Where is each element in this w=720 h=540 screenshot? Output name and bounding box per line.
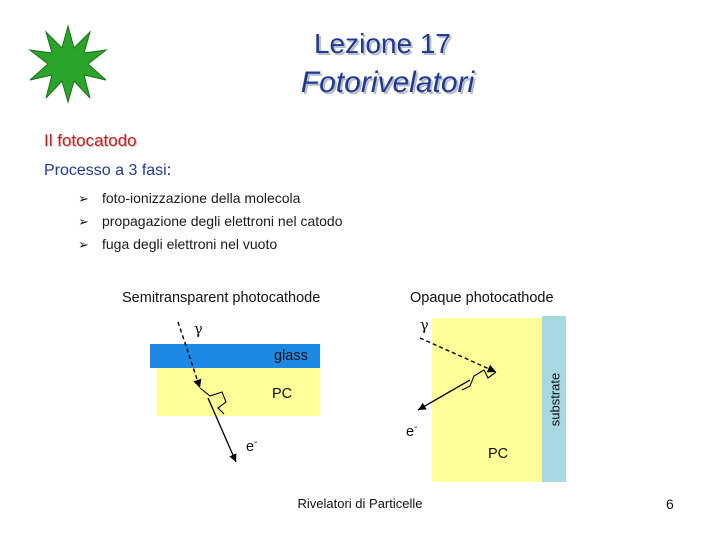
glass-label: glass bbox=[274, 348, 308, 364]
slide-subtitle: Fotorivelatori bbox=[300, 66, 475, 99]
slide-title: Lezione 17 bbox=[313, 28, 451, 59]
substrate-label: substrate bbox=[547, 372, 563, 427]
gamma-label-semitransparent: γ bbox=[194, 322, 203, 338]
electron-symbol: e bbox=[406, 423, 415, 440]
arrow-bullet-icon: ➢ bbox=[78, 191, 89, 206]
semitransparent-title: Semitransparent photocathode bbox=[122, 290, 321, 306]
electron-charge: - bbox=[414, 422, 418, 433]
list-item-text: propagazione degli elettroni nel catodo bbox=[102, 213, 343, 229]
page-number: 6 bbox=[666, 496, 674, 512]
pc-layer-semitransparent bbox=[157, 368, 320, 416]
opaque-title: Opaque photocathode bbox=[410, 290, 554, 306]
pc-label-opaque: PC bbox=[488, 446, 509, 462]
electron-label-opaque bbox=[406, 422, 417, 440]
arrow-bullet-icon: ➢ bbox=[78, 214, 89, 229]
gamma-label-opaque: γ bbox=[420, 318, 429, 334]
pc-label-semitransparent: PC bbox=[272, 386, 293, 402]
list-item-text: fuga degli elettroni nel vuoto bbox=[102, 236, 278, 252]
electron-symbol: e bbox=[246, 438, 255, 455]
footer-text: Rivelatori di Particelle bbox=[297, 496, 423, 511]
process-subheading-colon: : bbox=[166, 162, 172, 179]
section-heading: Il fotocatodo bbox=[44, 131, 137, 150]
list-item-text: foto-ionizzazione della molecola bbox=[102, 190, 301, 206]
arrow-bullet-icon: ➢ bbox=[78, 237, 89, 252]
pc-layer-opaque bbox=[432, 318, 542, 482]
electron-charge: - bbox=[254, 437, 258, 448]
process-subheading-text: Processo a 3 fasi bbox=[44, 162, 167, 179]
electron-label-semitransparent bbox=[246, 437, 257, 455]
